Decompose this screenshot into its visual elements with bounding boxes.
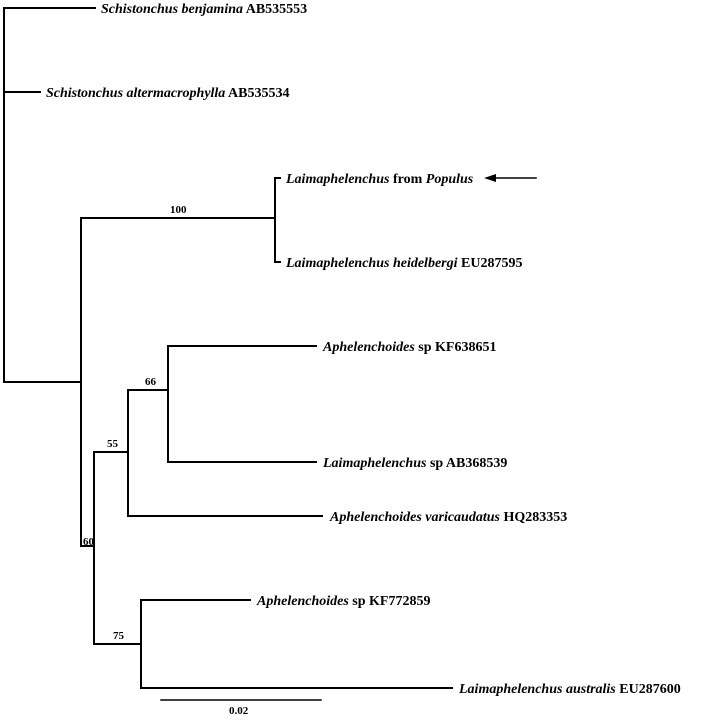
highlight-arrow — [484, 174, 536, 182]
support-value-66: 66 — [145, 376, 156, 388]
taxon-label-schistonchus-altermacrophylla: Schistonchus altermacrophylla AB535534 — [46, 86, 290, 101]
support-values — [83, 204, 187, 642]
taxon-label-laimaphelenchus-ab368539: Laimaphelenchus sp AB368539 — [323, 456, 508, 471]
support-value-55: 55 — [107, 438, 118, 450]
scale-bar-label: 0.02 — [229, 705, 249, 716]
taxon-labels — [46, 2, 681, 697]
taxon-label-laimaphelenchus-populus: Laimaphelenchus from Populus — [286, 172, 474, 187]
taxon-label-schistonchus-benjamina: Schistonchus benjamina AB535553 — [101, 2, 308, 17]
scale-bar — [161, 700, 321, 716]
taxon-label-laimaphelenchus-australis: Laimaphelenchus australis EU287600 — [459, 682, 681, 697]
arrow-left-icon — [484, 174, 496, 182]
taxon-label-aphelenchoides-varicaudatus: Aphelenchoides varicaudatus HQ283353 — [330, 510, 568, 525]
taxon-label-aphelenchoides-kf638651: Aphelenchoides sp KF638651 — [323, 340, 497, 355]
support-value-75: 75 — [113, 630, 124, 642]
taxon-label-laimaphelenchus-heidelbergi: Laimaphelenchus heidelbergi EU287595 — [286, 256, 523, 271]
support-value-100: 100 — [170, 204, 187, 216]
support-value-60: 60 — [83, 536, 94, 548]
taxon-label-aphelenchoides-kf772859: Aphelenchoides sp KF772859 — [257, 594, 431, 609]
